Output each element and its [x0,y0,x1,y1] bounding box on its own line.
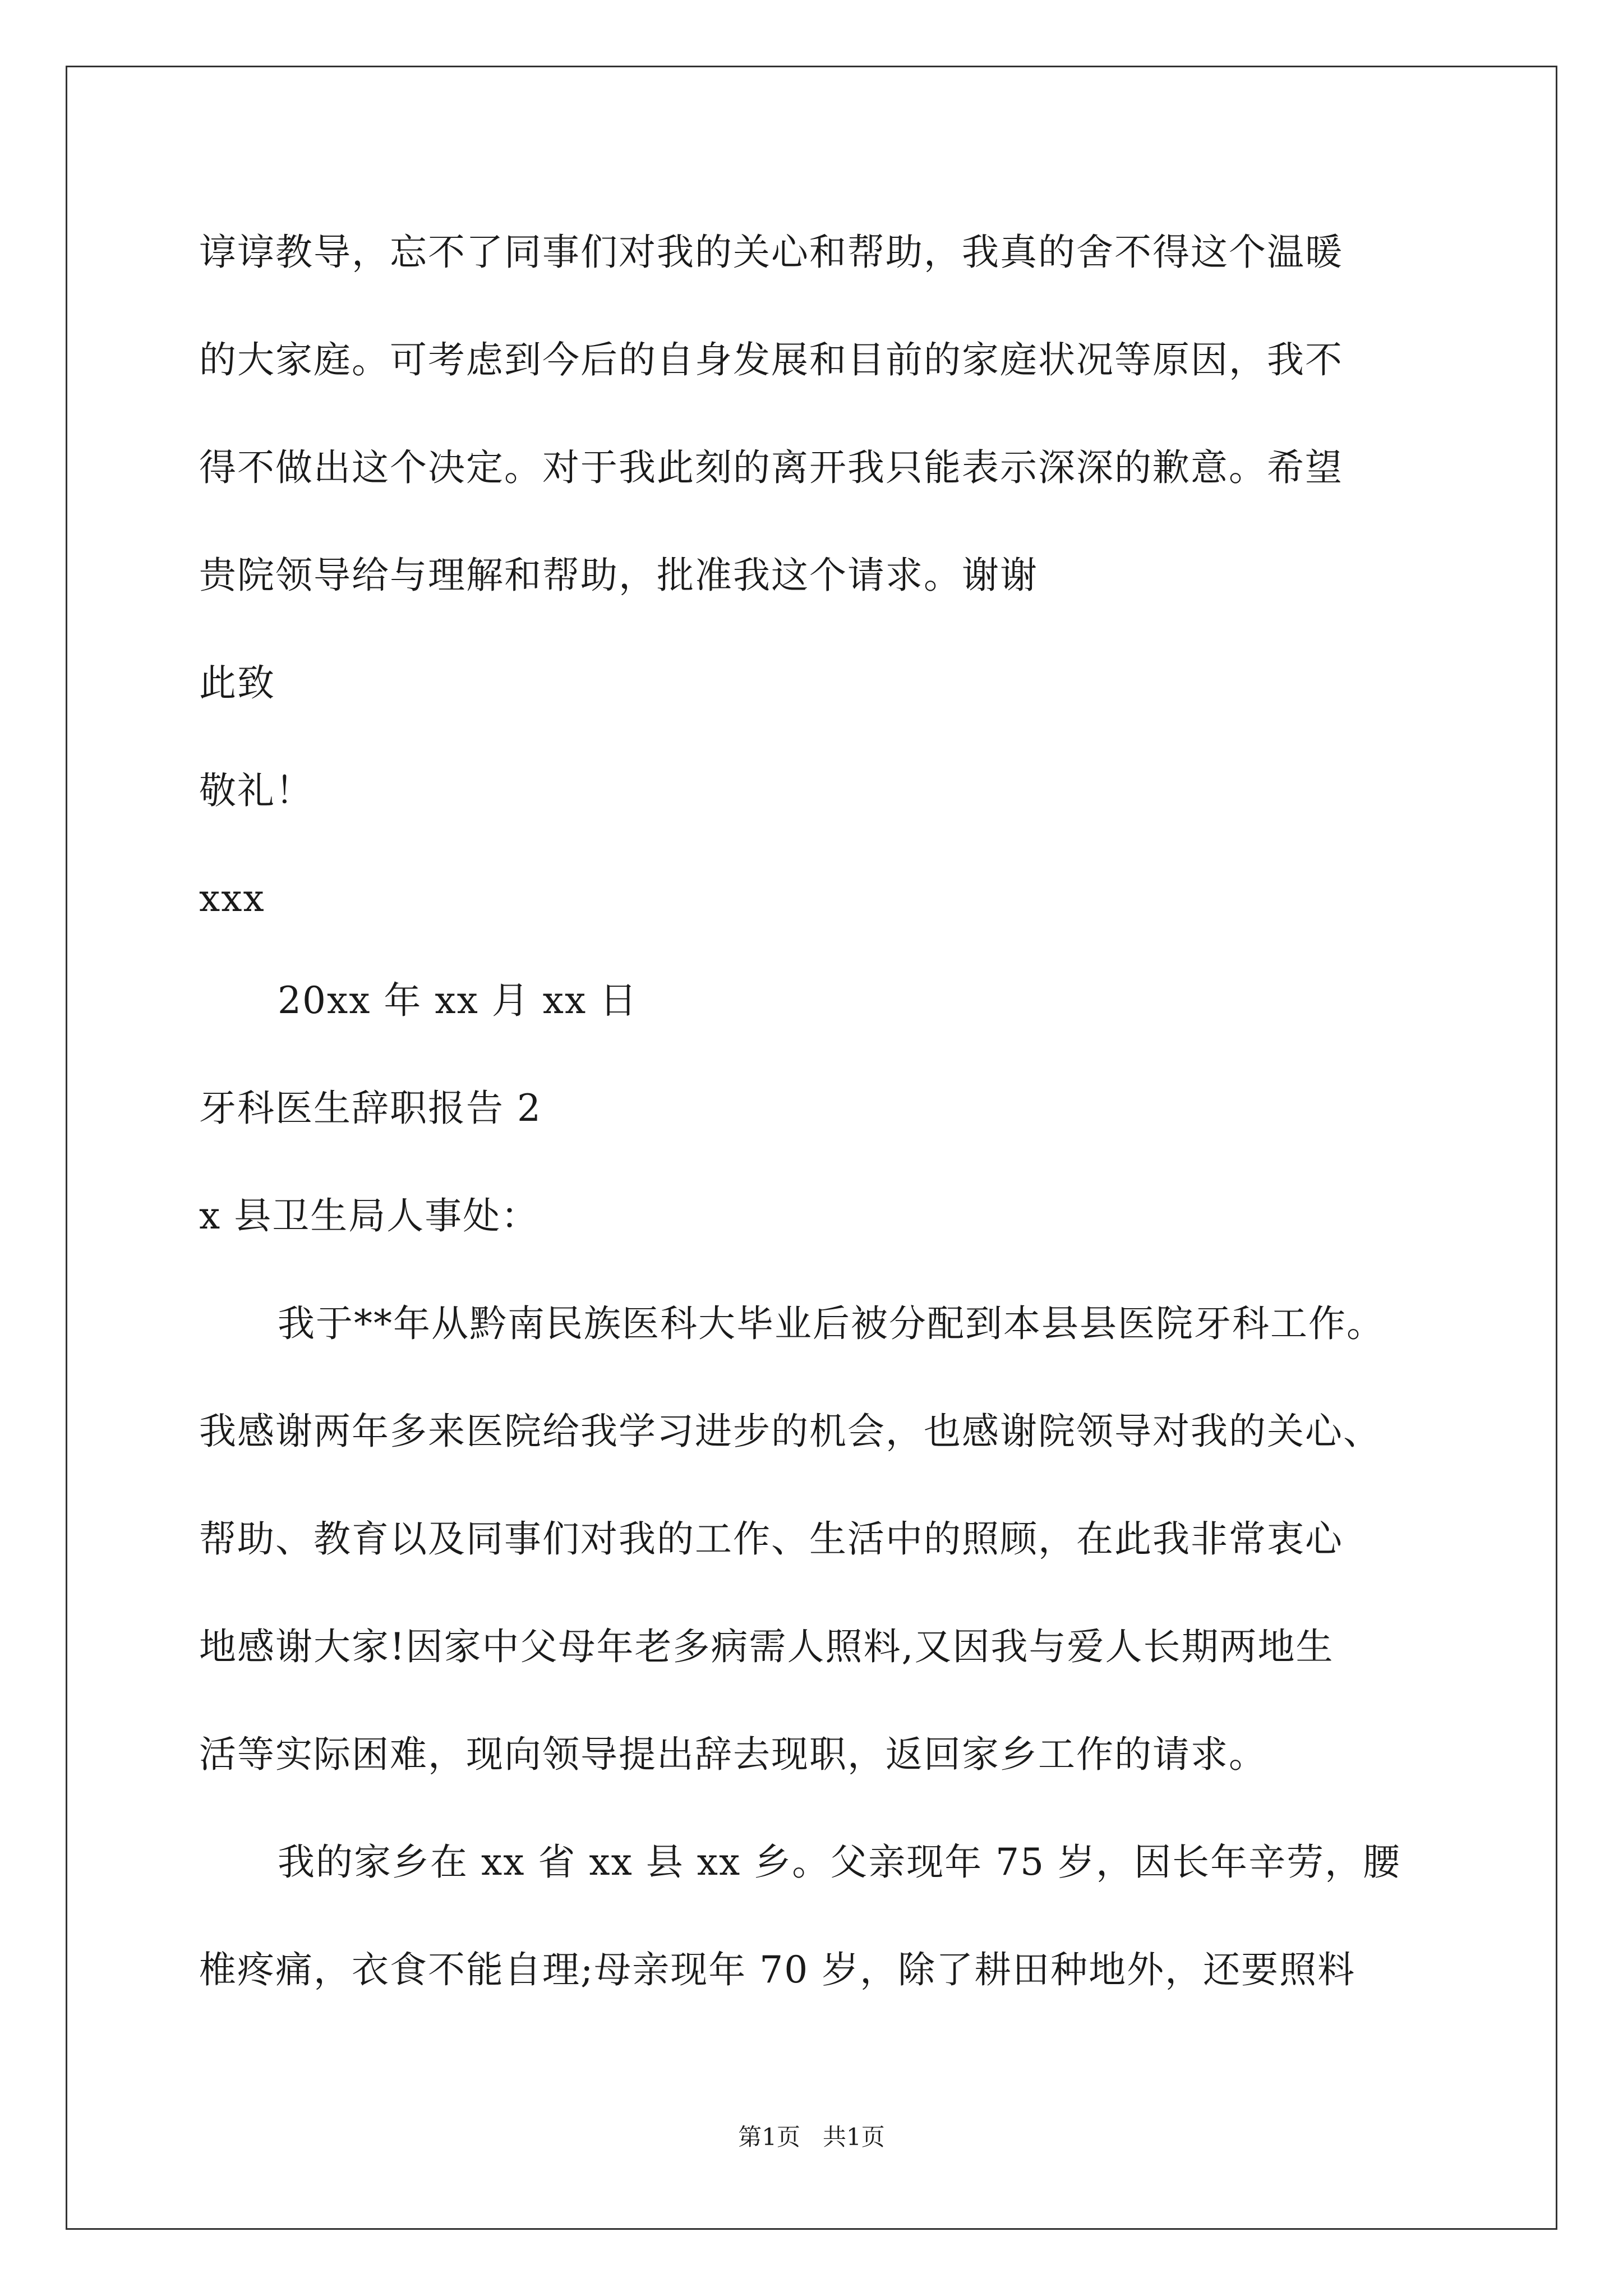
body-line-15: 活等实际困难，现向领导提出辞去现职，返回家乡工作的请求。 [199,1733,1267,1776]
body-line-13: 帮助、教育以及同事们对我的工作、生活中的照顾，在此我非常衷心 [199,1517,1343,1561]
body-line-16: 我的家乡在 xx 省 xx 县 xx 乡。父亲现年 75 岁，因长年辛劳，腰 [278,1841,1401,1884]
body-line-14: 地感谢大家!因家中父母年老多病需人照料,又因我与爱人长期两地生 [199,1625,1334,1668]
body-line-11: 我于**年从黔南民族医科大毕业后被分配到本县县医院牙科工作。 [278,1302,1385,1345]
body-line-12: 我感谢两年多来医院给我学习进步的机会，也感谢院领导对我的关心、 [199,1410,1381,1453]
page-footer: 第1页 共1页 [738,2123,885,2151]
body-line-1: 谆谆教导，忘不了同事们对我的关心和帮助，我真的舍不得这个温暖 [199,231,1343,274]
page-border [66,66,1557,2230]
body-line-3: 得不做出这个决定。对于我此刻的离开我只能表示深深的歉意。希望 [199,446,1343,489]
body-line-2: 的大家庭。可考虑到今后的自身发展和目前的家庭状况等原因，我不 [199,338,1343,381]
signature-name: xxx [199,877,265,920]
body-line-4: 贵院领导给与理解和帮助，批准我这个请求。谢谢 [199,554,1038,597]
body-line-17: 椎疼痛，衣食不能自理;母亲现年 70 岁，除了耕田种地外，还要照料 [199,1948,1356,1991]
section-heading: 牙科医生辞职报告 2 [199,1087,542,1130]
recipient-line: x 县卫生局人事处： [199,1194,540,1237]
closing-salutation: 此致 [199,661,275,705]
signature-date: 20xx 年 xx 月 xx 日 [278,979,638,1022]
closing-regards: 敬礼！ [199,769,313,812]
